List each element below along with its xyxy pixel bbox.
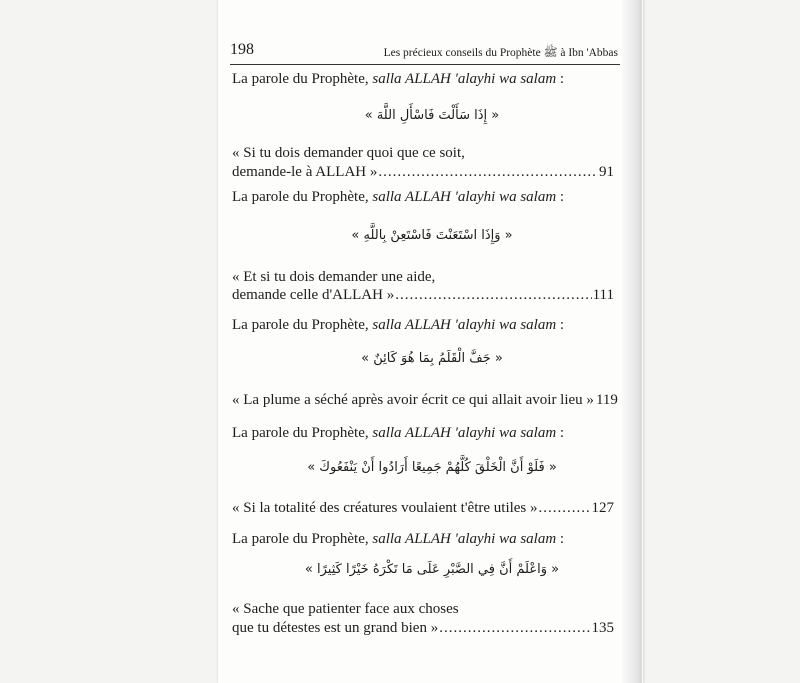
intro-salutation: salla ALLAH 'alayhi wa salam bbox=[372, 189, 557, 205]
entry-5 bbox=[232, 530, 620, 636]
intro-text: La parole du Prophète, bbox=[232, 531, 373, 547]
running-head: Les précieux conseils du Prophète ﷺ à Ibn 'Abbas bbox=[383, 47, 618, 59]
arabic-quote: « فَلَوْ أَنَّ الْخَلْقَ كُلَّهُمْ جَمِيعًا أَرَادُوا أَنْ يَنْفَعُوكَ » bbox=[307, 460, 557, 475]
page-reference: 111 bbox=[592, 287, 614, 303]
page-reference: 135 bbox=[591, 620, 614, 636]
intro-salutation: salla ALLAH 'alayhi wa salam bbox=[372, 317, 557, 333]
intro-colon: : bbox=[556, 425, 565, 441]
page-reference: 91 bbox=[599, 164, 614, 180]
dot-leader bbox=[378, 163, 598, 181]
page-number: 198 bbox=[230, 41, 254, 58]
dot-leader bbox=[539, 499, 591, 517]
page-reference: 127 bbox=[591, 500, 614, 516]
french-line-2 bbox=[232, 619, 614, 637]
dot-leader bbox=[395, 286, 591, 304]
entry-intro bbox=[232, 188, 620, 206]
dot-leader bbox=[439, 619, 590, 637]
entry-3 bbox=[232, 316, 620, 408]
french-line-2 bbox=[232, 163, 614, 181]
entry-4 bbox=[232, 424, 620, 516]
french-line-2 bbox=[232, 391, 618, 409]
intro-salutation: salla ALLAH 'alayhi wa salam bbox=[372, 531, 557, 547]
entry-intro bbox=[232, 70, 620, 88]
intro-text: La parole du Prophète, bbox=[232, 425, 373, 441]
page-edge bbox=[622, 0, 642, 683]
translation-text: demande-le à ALLAH » bbox=[232, 164, 378, 180]
translation-text: « La plume a séché après avoir écrit ce qui allait avoir lieu » bbox=[232, 392, 594, 408]
entry-intro bbox=[232, 424, 620, 442]
arabic-quote: « وَاعْلَمْ أَنَّ فِي الصَّبْرِ عَلَى مَا تَكْرَهُ خَيْرًا كَثِيرًا » bbox=[304, 562, 560, 577]
french-line-1: « Si tu dois demander quoi que ce soit, bbox=[232, 145, 465, 161]
french-line-2 bbox=[232, 286, 614, 304]
french-line-1: « Et si tu dois demander une aide, bbox=[232, 269, 436, 285]
header-rule bbox=[230, 64, 620, 65]
arabic-quote: « وَإِذَا اسْتَعَنْتَ فَاسْتَعِنْ بِاللَّهِ » bbox=[351, 228, 513, 243]
intro-text: La parole du Prophète, bbox=[232, 71, 373, 87]
intro-text: La parole du Prophète, bbox=[232, 317, 373, 333]
entry-intro bbox=[232, 530, 620, 548]
french-line-1: « Sache que patienter face aux choses bbox=[232, 601, 459, 617]
intro-colon: : bbox=[556, 531, 565, 547]
entry-2 bbox=[232, 188, 620, 303]
entry-intro bbox=[232, 316, 620, 334]
arabic-quote: « إِذَا سَأَلْتَ فَاسْأَلِ اللَّهَ » bbox=[364, 108, 500, 123]
intro-colon: : bbox=[556, 189, 565, 205]
intro-salutation: salla ALLAH 'alayhi wa salam bbox=[372, 71, 557, 87]
intro-text: La parole du Prophète, bbox=[232, 189, 373, 205]
translation-text: que tu détestes est un grand bien » bbox=[232, 620, 439, 636]
page-sheet bbox=[218, 0, 643, 683]
french-line-2 bbox=[232, 499, 614, 517]
translation-text: demande celle d'ALLAH » bbox=[232, 287, 395, 303]
intro-colon: : bbox=[556, 317, 565, 333]
intro-colon: : bbox=[556, 71, 565, 87]
arabic-quote: « جَفَّ الْقَلَمُ بِمَا هُوَ كَائِنٌ » bbox=[361, 351, 503, 366]
entry-1 bbox=[232, 70, 620, 180]
intro-salutation: salla ALLAH 'alayhi wa salam bbox=[372, 425, 557, 441]
translation-text: « Si la totalité des créatures voulaient t'être utiles » bbox=[232, 500, 538, 516]
page-reference: 119 bbox=[595, 392, 618, 408]
